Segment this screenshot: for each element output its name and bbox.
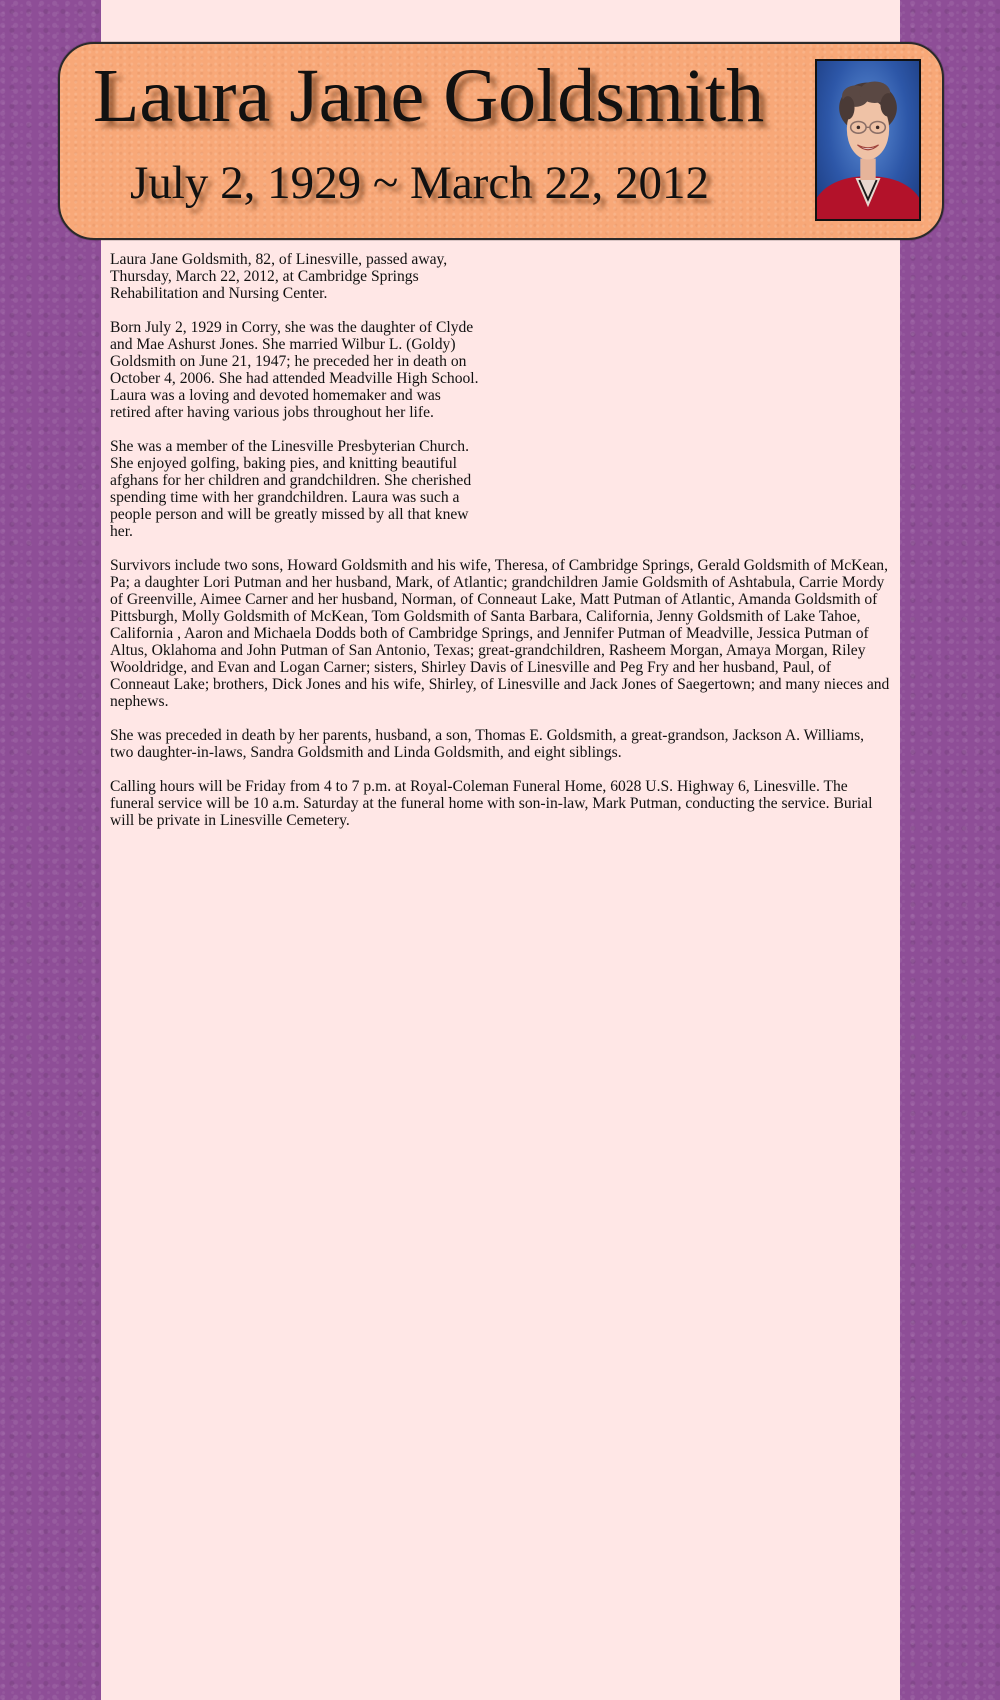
- obituary-paragraph-biography: Born July 2, 1929 in Corry, she was the daughter of Clyde and Mae Ashurst Jones. She married Wilbur L. (Goldy) Goldsmith on June 21, 1947; he preceded her in death on October 4, 2006. She had attended Meadville High School. Laura was a loving and devoted homemaker and was retired after having various jobs throughout her life.: [110, 319, 479, 421]
- portrait-photo: [815, 59, 921, 221]
- obituary-paragraph-interests: She was a member of the Linesville Presbyterian Church. She enjoyed golfing, baking pies, and knitting beautiful afghans for her children and grandchildren. She cherished spending time with her grandchildren. Laura was such a people person and will be greatly missed by all that knew her.: [110, 438, 472, 540]
- obituary-banner: [58, 42, 944, 240]
- portrait-icon: [817, 61, 919, 219]
- obituary-paragraph-services: Calling hours will be Friday from 4 to 7 p.m. at Royal-Coleman Funeral Home, 6028 U.S. Highway 6, Linesville. The funeral service will be 10 a.m. Saturday at the funeral home with son-in-law, Mark Putman, conducting the service. Burial will be private in Linesville Cemetery.: [110, 778, 873, 829]
- obituary-text: [110, 251, 890, 846]
- life-dates: July 2, 1929 ~ March 22, 2012: [130, 157, 709, 209]
- deceased-name: Laura Jane Goldsmith: [93, 54, 765, 138]
- obituary-paragraph-survivors: Survivors include two sons, Howard Goldsmith and his wife, Theresa, of Cambridge Springs, Gerald Goldsmith of McKean, Pa; a daughter Lori Putman and her husband, Mark, of Atlantic; grandchildren Jamie Goldsmith of Ashtabula, Carrie Mordy of Greenville, Aimee Carner and her husband, Norman, of Conneaut Lake, Matt Putman of Atlantic, Amanda Goldsmith of Pittsburgh, Molly Goldsmith of McKean, Tom Goldsmith of Santa Barbara, California, Jenny Goldsmith of Lake Tahoe, California , Aaron and Michaela Dodds both of Cambridge Springs, and Jennifer Putman of Meadville, Jessica Putman of Altus, Oklahoma and John Putman of San Antonio, Texas; great-grandchildren, Rasheem Morgan, Amaya Morgan, Riley Wooldridge, and Evan and Logan Carner; sisters, Shirley Davis of Linesville and Peg Fry and her husband, Paul, of Conneaut Lake; brothers, Dick Jones and his wife, Shirley, of Linesville and Jack Jones of Saegertown; and many nieces and nephews.: [110, 557, 890, 710]
- obituary-paragraph-intro: Laura Jane Goldsmith, 82, of Linesville, passed away, Thursday, March 22, 2012, at Cambridge Springs Rehabilitation and Nursing Center.: [110, 251, 448, 302]
- obituary-paragraph-preceded: She was preceded in death by her parents, husband, a son, Thomas E. Goldsmith, a great-grandson, Jackson A. Williams, two daughter-in-laws, Sandra Goldsmith and Linda Goldsmith, and eight siblings.: [110, 727, 865, 761]
